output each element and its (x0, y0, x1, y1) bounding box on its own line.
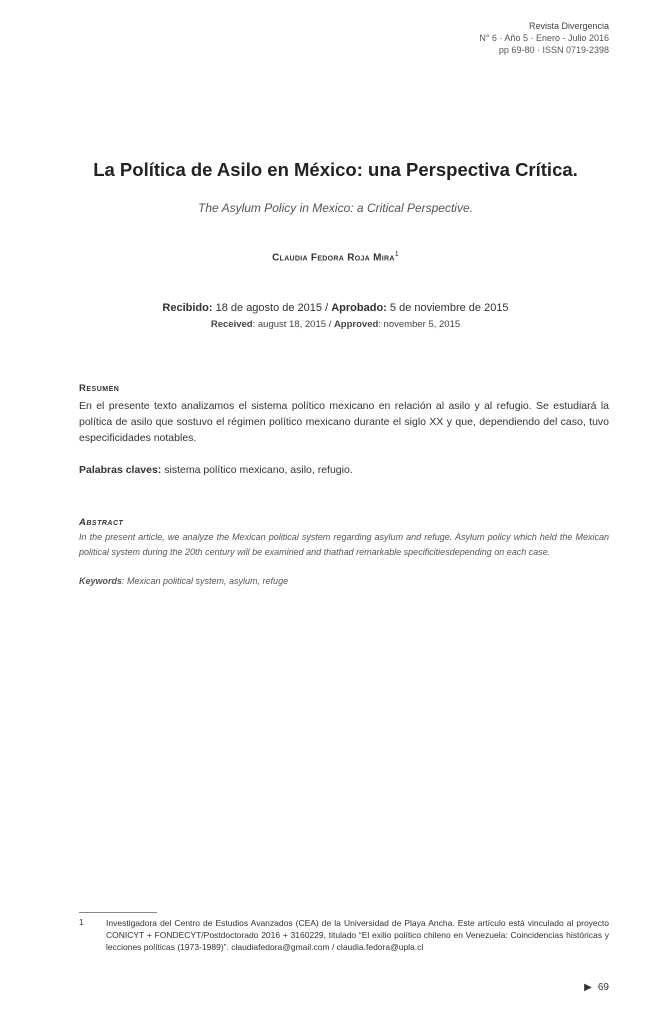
resumen-keywords-label: Palabras claves: (79, 464, 162, 476)
received-value-en: : august 18, 2015 (252, 319, 327, 330)
abstract-keywords-value: : Mexican political system, asylum, refuge (122, 576, 289, 586)
article-title: La Política de Asilo en México: una Perspectiva Crítica. (93, 159, 578, 180)
journal-pages-issn: pp 69-80 · ISSN 0719-2398 (498, 45, 609, 55)
approved-value: 5 de noviembre de 2015 (389, 302, 509, 314)
approved-value-en: : november 5, 2015 (378, 319, 461, 330)
article-subtitle: The Asylum Policy in Mexico: a Critical Perspective. (198, 201, 473, 215)
resumen-keywords-value: sistema político mexicano, asilo, refugio. (161, 464, 353, 476)
abstract-text: In the present article, we analyze the Mexican political system regarding asylum and refuge. Asylum policy which held the Mexican political system during the 20th century will be examined and thathad remarkable specificitiesdepending on each case. (79, 532, 609, 557)
abstract-keywords (79, 576, 288, 586)
journal-issue: N° 6 · Año 5 · Enero - Julio 2016 (479, 33, 609, 43)
dates-english (0, 319, 671, 330)
resumen-keywords (79, 464, 353, 476)
footnote-divider (79, 912, 157, 913)
abstract-keywords-label: Keywords (79, 576, 123, 586)
dates-separator-en: / (328, 319, 332, 330)
page-number-block (584, 982, 609, 993)
author-name: Claudia Fedora Roja Mira (272, 252, 395, 264)
footnote-number: 1 (79, 917, 84, 927)
author-line (0, 251, 671, 263)
dates-separator: / (325, 302, 329, 314)
received-label: Recibido: (162, 302, 213, 314)
journal-name: Revista Divergencia (528, 21, 609, 31)
author-footnote-ref[interactable]: 1 (394, 251, 399, 258)
dates-spanish (0, 302, 671, 314)
received-label-en: Received (210, 319, 253, 330)
journal-header (479, 20, 609, 56)
resumen-text: En el presente texto analizamos el sistema político mexicano en relación al asilo y al refugio. Se estudiará la política de asilo que sostuvo el régimen político mexicano durante el siglo XX y que, dependiendo del caso, tuvo especificidades notables. (79, 400, 609, 444)
approved-label-en: Approved (333, 319, 379, 330)
resumen-heading: Resumen (79, 383, 120, 394)
received-value: 18 de agosto de 2015 (215, 302, 323, 314)
approved-label: Aprobado: (331, 302, 387, 314)
triangle-right-icon: ▶ (584, 982, 592, 993)
footnote-text: Investigadora del Centro de Estudios Avanzados (CEA) de la Universidad de Playa Ancha. Este artículo está vinculado al proyecto CONICYT + FONDECYT/Postdoctorado 2016 + 3160229, titulado “El exilio político chileno en Venezuela: Coincidencias históricas y lecciones políticas (1973-1989)”. claudiafedora@gmail.com / claudia.fedora@upla.cl (106, 918, 609, 952)
page-number: 69 (597, 982, 609, 993)
abstract-heading: Abstract (79, 517, 124, 528)
